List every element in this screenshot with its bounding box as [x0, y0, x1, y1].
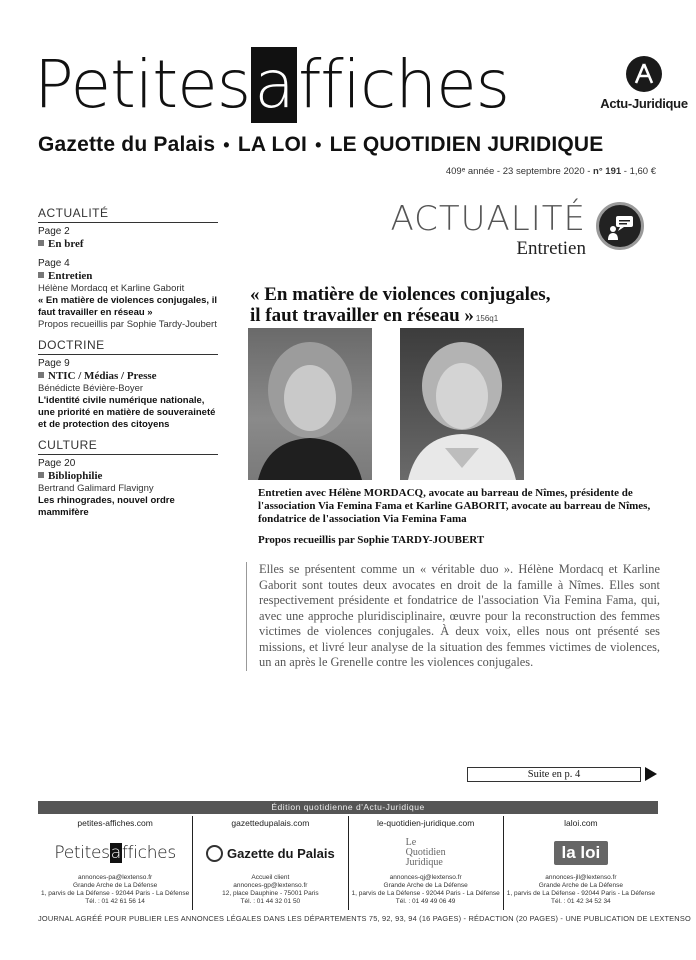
footer-address: 1, parvis de La Défense - 92044 Paris - La Défense	[41, 890, 190, 897]
title-right: ffiches	[298, 46, 510, 123]
continued-link[interactable]: Suite en p. 4	[467, 767, 641, 782]
footer-legal-notice: JOURNAL AGRÉÉ POUR PUBLIER LES ANNONCES LÉGALES DANS LES DÉPARTEMENTS 75, 92, 93, 94 (16 PAGES) - RÉDACTION (20 PAGES) - UNE PUBLICATION DE LEXTENSO	[38, 914, 691, 923]
footer-site-link[interactable]: gazettedupalais.com	[231, 818, 310, 828]
interview-chat-icon	[596, 202, 644, 250]
interview-credit: Propos recueillis par Sophie TARDY-JOUBERT	[258, 534, 485, 546]
section-actualite	[38, 206, 218, 331]
footer-address: Grande Arche de La Défense	[383, 882, 468, 889]
rubric	[380, 200, 586, 260]
footer-email[interactable]: annonces-gp@lextenso.fr	[233, 882, 308, 889]
toc-entry[interactable]	[38, 226, 218, 251]
toc-page: Page 2	[38, 226, 70, 237]
logo-text: Le	[405, 837, 417, 848]
headline-line-2: il faut travailler en réseau »	[250, 305, 474, 326]
logo-text: Petites	[54, 843, 110, 863]
footer-site-link[interactable]: le-quotidien-juridique.com	[376, 818, 475, 828]
bullet-icon: •	[315, 135, 322, 155]
rubric-subtitle: Entretien	[516, 238, 586, 259]
footer-phone: Tél. : 01 42 34 52 34	[551, 898, 611, 905]
section-doctrine	[38, 338, 218, 431]
footer-email[interactable]: annonces-jll@lextenso.fr	[545, 874, 617, 881]
actu-juridique-label: Actu-Juridique	[600, 96, 688, 111]
actu-juridique-logo[interactable]	[594, 56, 694, 111]
quotidien-juridique-logo	[349, 832, 503, 874]
footer-col-quotidien	[349, 816, 504, 910]
footer-col-petites-affiches	[38, 816, 193, 910]
issue-number: n° 191	[593, 166, 622, 177]
toc-page: Page 4	[38, 258, 70, 269]
la-loi-logo	[504, 832, 658, 874]
footer-address: 1, parvis de La Défense - 92044 Paris - La Défense	[506, 890, 655, 897]
footer-email[interactable]: annonces-pa@lextenso.fr	[78, 874, 153, 881]
logo-text: Juridique	[405, 857, 443, 868]
section-culture	[38, 438, 218, 519]
footer-col-la-loi	[504, 816, 658, 910]
gazette-label: Gazette du Palais	[38, 133, 216, 156]
photo-caption: Entretien avec Hélène MORDACQ, avocate au barreau de Nîmes, présidente de l'association Via Femina Fama et Karline GABORIT, avocate au barreau de Nîmes, fondatrice de l'association Via Femina Fama	[258, 487, 651, 525]
toc-title	[38, 270, 218, 283]
footer-address: Accueil client	[251, 874, 290, 881]
footer-phone: Tél. : 01 44 32 01 50	[240, 898, 301, 905]
logo-text: Quotidien	[405, 847, 446, 858]
masthead-title	[34, 44, 509, 126]
la-loi-label: LA LOI	[237, 133, 308, 156]
toc-title-text: NTIC / Médias / Presse	[48, 370, 157, 382]
petites-affiches-logo	[38, 832, 192, 874]
arrow-right-icon[interactable]	[645, 767, 657, 781]
toc-entry[interactable]	[38, 458, 218, 519]
headline-line-1: « En matière de violences conjugales,	[250, 284, 551, 305]
square-bullet-icon	[38, 372, 44, 378]
square-bullet-icon	[38, 240, 44, 246]
quotidien-label: LE QUOTIDIEN JURIDIQUE	[329, 133, 604, 156]
footer-phone: Tél. : 01 42 61 56 14	[85, 898, 145, 905]
footer-col-gazette	[193, 816, 348, 910]
table-of-contents	[38, 206, 218, 526]
toc-description: Les rhinogrades, nouvel ordre mammifère	[38, 495, 175, 518]
title-box-letter: a	[251, 47, 297, 123]
footer-band: Édition quotidienne d'Actu-Juridique	[38, 801, 658, 814]
footer-address: 1, parvis de La Défense - 92044 Paris - La Défense	[351, 890, 500, 897]
toc-title-text: Entretien	[48, 270, 93, 282]
toc-authors: Bertrand Galimard Flavigny	[38, 483, 154, 494]
article-headline	[250, 284, 650, 329]
toc-title	[38, 238, 218, 251]
footer-site-link[interactable]: petites-affiches.com	[77, 818, 153, 828]
square-bullet-icon	[38, 272, 44, 278]
portrait-photo	[248, 328, 372, 480]
toc-description: L'identité civile numérique nationale, une priorité en matière de souveraineté et de protection des citoyens	[38, 395, 216, 430]
logo-text: la loi	[554, 841, 609, 865]
title-left: Petites	[34, 46, 251, 123]
toc-note: Propos recueillis par Sophie Tardy-Joubert	[38, 319, 217, 330]
footer-publications	[38, 816, 658, 910]
toc-title-text: Bibliophilie	[48, 470, 103, 482]
footer-address: 12, place Dauphine - 75001 Paris	[222, 890, 319, 897]
toc-page: Page 20	[38, 458, 76, 469]
footer-phone: Tél. : 01 49 49 06 49	[395, 898, 456, 905]
date-text: 409ᵉ année - 23 septembre 2020 -	[445, 166, 594, 177]
footer-site-link[interactable]: laloi.com	[564, 818, 598, 828]
toc-entry[interactable]	[38, 358, 218, 431]
toc-title	[38, 470, 218, 483]
toc-title-text: En bref	[48, 238, 84, 250]
seal-icon	[206, 845, 223, 862]
portrait-photo	[400, 328, 524, 480]
logo-box-letter: a	[110, 843, 121, 863]
dateline	[446, 166, 656, 177]
section-heading: ACTUALITÉ	[38, 206, 218, 223]
square-bullet-icon	[38, 472, 44, 478]
toc-title	[38, 370, 218, 383]
actu-juridique-icon	[626, 56, 662, 92]
toc-page: Page 9	[38, 358, 70, 369]
logo-text: Gazette du Palais	[227, 845, 335, 861]
logo-text: ffiches	[121, 843, 176, 863]
rubric-title: ACTUALITÉ	[390, 199, 586, 239]
gazette-du-palais-logo	[193, 832, 347, 874]
price: - 1,60 €	[621, 166, 656, 177]
toc-entry[interactable]	[38, 258, 218, 331]
article-code: 156q1	[475, 314, 499, 323]
section-heading: DOCTRINE	[38, 338, 218, 355]
publication-line	[38, 133, 604, 157]
footer-email[interactable]: annonces-qj@lextenso.fr	[389, 874, 462, 881]
section-heading: CULTURE	[38, 438, 218, 455]
toc-description: « En matière de violences conjugales, il faut travailler en réseau »	[38, 295, 217, 318]
article-lead: Elles se présentent comme un « véritable duo ». Hélène Mordacq et Karline Gaborit sont toutes deux avocates en droit de la famille à Nîmes. Elles sont respectivement présidente et fondatrice de l'association Via Femina Fama, qui, avec une approche pluridisciplinaire, œuvre pour la reconstruction des femmes victimes de violences conjugales. À deux voix, elles nous ont présenté ses missions, et livré leur analyse de la situation des femmes victimes de violences, un an après le Grenelle contre les violences conjugales.	[246, 562, 660, 671]
masthead	[34, 44, 688, 126]
footer-address: Grande Arche de La Défense	[538, 882, 623, 889]
toc-authors: Bénédicte Bévière-Boyer	[38, 383, 144, 394]
toc-authors: Hélène Mordacq et Karline Gaborit	[38, 283, 185, 294]
footer-address: Grande Arche de La Défense	[73, 882, 158, 889]
bullet-icon: •	[223, 135, 230, 155]
